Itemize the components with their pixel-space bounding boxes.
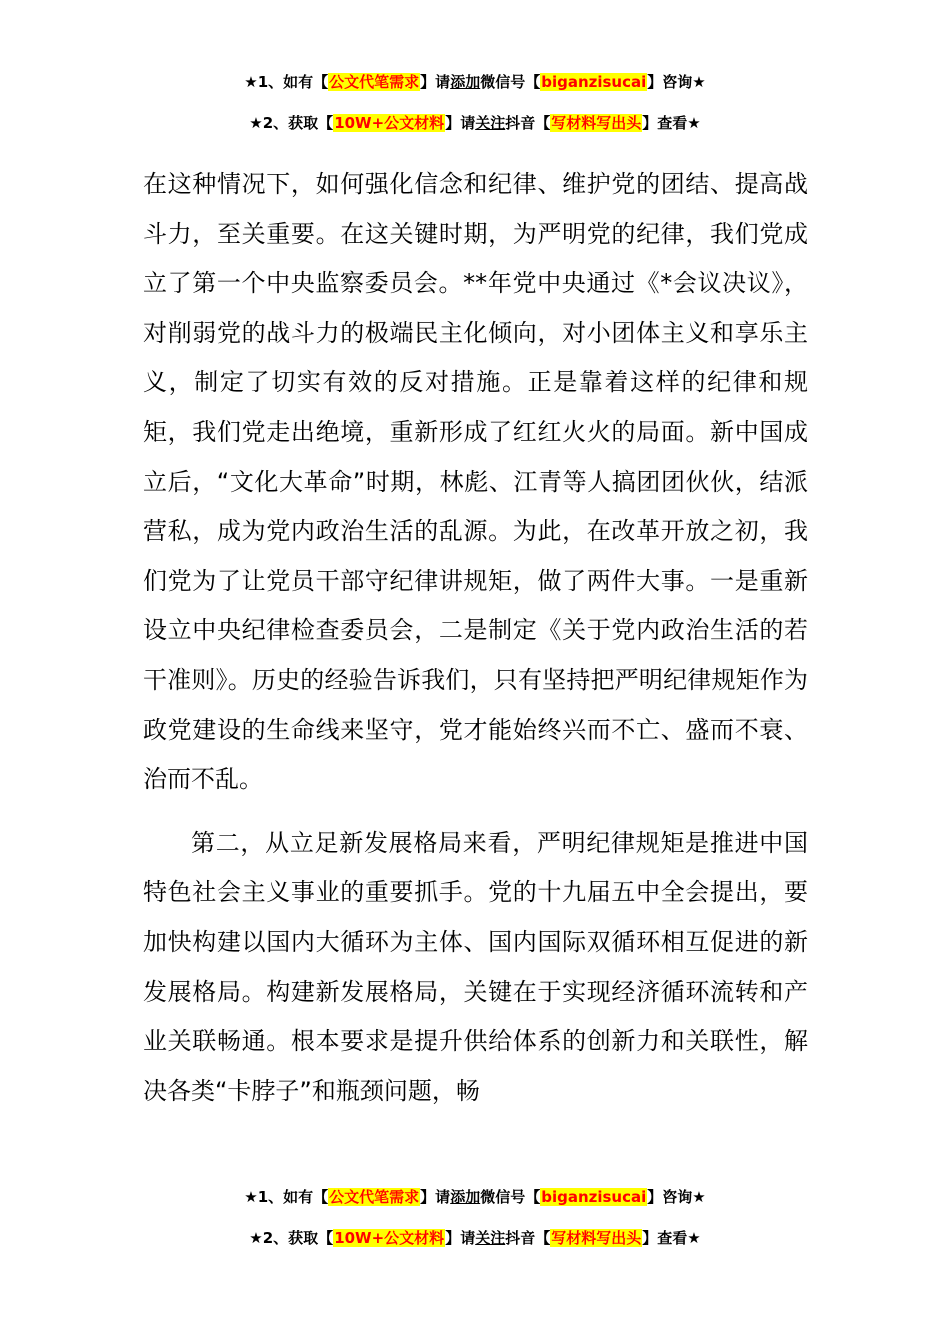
banner-highlight: 写材料写出头 xyxy=(551,114,642,132)
body-text xyxy=(143,160,808,1116)
banner-text: ★2、获取【 xyxy=(249,114,334,132)
banner-text: 】查看★ xyxy=(642,114,701,132)
banner-text: 微信号【 xyxy=(480,1188,541,1206)
banner-text: 】查看★ xyxy=(642,1229,701,1247)
footer-banner-wechat xyxy=(0,1187,950,1207)
banner-highlight: biganzisucai xyxy=(541,1188,647,1206)
body-paragraph-2: 第二，从立足新发展格局来看，严明纪律规矩是推进中国特色社会主义事业的重要抓手。党的十九届五中全会提出，要加快构建以国内大循环为主体、国内国际双循环相互促进的新发展格局。构建新发展格局，关键在于实现经济循环流转和产业关联畅通。根本要求是提升供给体系的创新力和关联性，解决各类“卡脖子”和瓶颈问题，畅 xyxy=(143,828,808,1105)
banner-underline: 关注 xyxy=(475,1229,506,1247)
body-paragraph-1: 在这种情况下，如何强化信念和纪律、维护党的团结、提高战斗力，至关重要。在这关键时期，为严明党的纪律，我们党成立了第一个中央监察委员会。**年党中央通过《*会议决议》，对削弱党的战斗力的极端民主化倾向，对小团体主义和享乐主义，制定了切实有效的反对措施。正是靠着这样的纪律和规矩，我们党走出绝境，重新形成了红红火火的局面。新中国成立后，“文化大革命”时期，林彪、江青等人搞团团伙伙，结派营私，成为党内政治生活的乱源。为此，在改革开放之初，我们党为了让党员干部守纪律讲规矩，做了两件大事。一是重新设立中央纪律检查委员会，二是制定《关于党内政治生活的若干准则》。历史的经验告诉我们，只有坚持把严明纪律规矩作为政党建设的生命线来坚守，党才能始终兴而不亡、盛而不衰、治而不乱。 xyxy=(143,170,808,794)
banner-highlight: 公文代笔需求 xyxy=(329,1188,420,1206)
header-banner-douyin xyxy=(0,113,950,133)
banner-underline: 关注 xyxy=(475,114,506,132)
banner-underline: 添加 xyxy=(450,73,481,91)
banner-text: 抖音【 xyxy=(505,114,551,132)
banner-text: 】请 xyxy=(445,114,476,132)
banner-underline: 添加 xyxy=(450,1188,481,1206)
banner-highlight: 公文代笔需求 xyxy=(329,73,420,91)
banner-text: 】请 xyxy=(445,1229,476,1247)
banner-text: 】请 xyxy=(420,73,451,91)
banner-highlight: 10W+公文材料 xyxy=(334,1229,445,1247)
banner-highlight: biganzisucai xyxy=(541,73,647,91)
banner-text: 抖音【 xyxy=(505,1229,551,1247)
banner-text: 】咨询★ xyxy=(647,73,706,91)
footer-banner-douyin xyxy=(0,1228,950,1248)
banner-text: ★1、如有【 xyxy=(244,73,329,91)
header-banner-wechat xyxy=(0,72,950,92)
banner-highlight: 10W+公文材料 xyxy=(334,114,445,132)
banner-text: ★2、获取【 xyxy=(249,1229,334,1247)
banner-text: ★1、如有【 xyxy=(244,1188,329,1206)
banner-text: 】咨询★ xyxy=(647,1188,706,1206)
banner-text: 微信号【 xyxy=(480,73,541,91)
banner-highlight: 写材料写出头 xyxy=(551,1229,642,1247)
banner-text: 】请 xyxy=(420,1188,451,1206)
